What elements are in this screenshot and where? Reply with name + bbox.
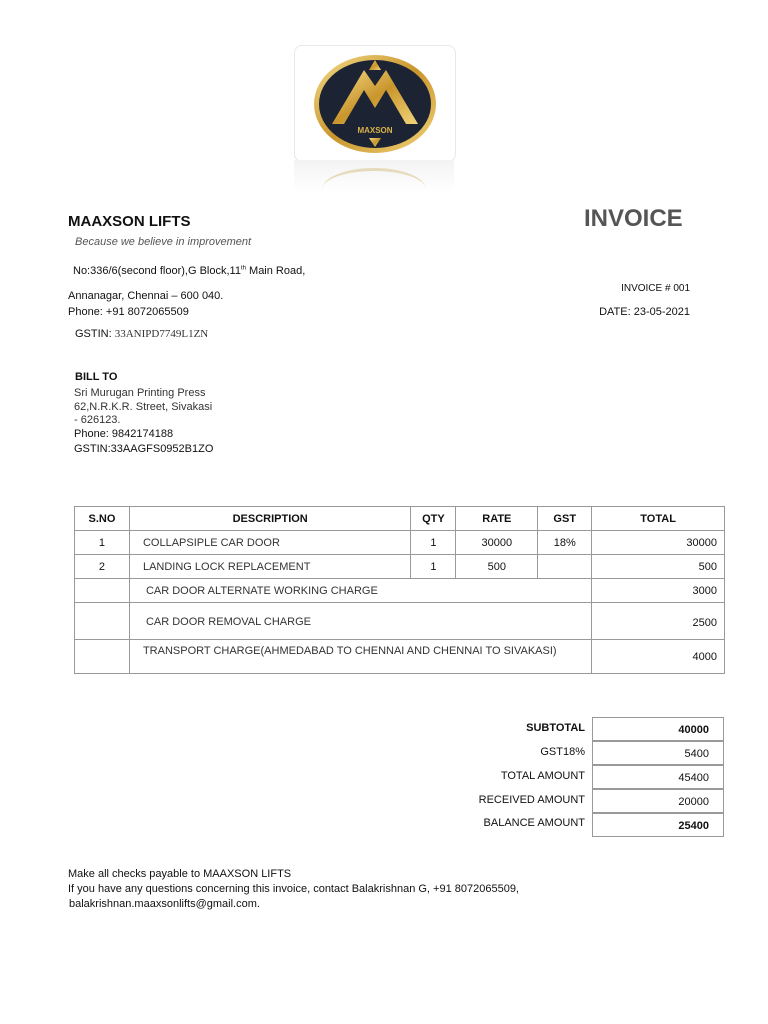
bill-to-street: 62,N.R.K.R. Street, Sivakasi xyxy=(74,401,213,413)
subtotal-value: 40000 xyxy=(592,717,724,741)
bill-to-heading: BILL TO xyxy=(75,371,118,383)
cell-total: 3000 xyxy=(592,579,725,603)
maxson-logo-icon xyxy=(312,52,438,156)
cell-total: 2500 xyxy=(592,603,725,640)
header-description: DESCRIPTION xyxy=(129,507,410,531)
cell-sno xyxy=(75,603,130,640)
total-amount-value: 45400 xyxy=(592,765,724,789)
header-total: TOTAL xyxy=(592,507,725,531)
table-header-row xyxy=(75,507,725,531)
company-address-line2: Annanagar, Chennai – 600 040. xyxy=(68,290,224,302)
cell-gst: 18% xyxy=(538,531,592,555)
cell-sno xyxy=(75,640,130,674)
gst-value: 5400 xyxy=(592,741,724,765)
table-row xyxy=(75,603,725,640)
cell-sno: 2 xyxy=(75,555,130,579)
cell-total: 500 xyxy=(592,555,725,579)
footer-payable-note: Make all checks payable to MAAXSON LIFTS xyxy=(68,868,292,880)
cell-description: TRANSPORT CHARGE(AHMEDABAD TO CHENNAI AND CHENNAI TO SIVAKASI) xyxy=(129,640,591,674)
cell-rate: 500 xyxy=(456,555,538,579)
bill-to-phone: Phone: 9842174188 xyxy=(74,428,174,440)
cell-qty: 1 xyxy=(411,531,456,555)
table-row xyxy=(75,579,725,603)
cell-sno: 1 xyxy=(75,531,130,555)
company-name: MAAXSON LIFTS xyxy=(68,213,191,230)
cell-qty: 1 xyxy=(411,555,456,579)
logo-reflection xyxy=(294,160,454,192)
invoice-items-table xyxy=(74,506,725,674)
table-row xyxy=(75,531,725,555)
company-gstin: GSTIN: 33ANIPD7749L1ZN xyxy=(75,328,209,340)
bill-to-name: Sri Murugan Printing Press xyxy=(74,387,206,399)
footer-contact-note: If you have any questions concerning this invoice, contact Balakrishnan G, +91 8072065509, xyxy=(68,883,519,895)
logo-brand-text: MAXSON xyxy=(357,126,393,135)
table-row xyxy=(75,640,725,674)
header-rate: RATE xyxy=(456,507,538,531)
cell-total: 30000 xyxy=(592,531,725,555)
cell-rate: 30000 xyxy=(456,531,538,555)
cell-description: LANDING LOCK REPLACEMENT xyxy=(129,555,410,579)
cell-description: CAR DOOR REMOVAL CHARGE xyxy=(129,603,591,640)
company-tagline: Because we believe in improvement xyxy=(75,236,252,248)
bill-to-pin: - 626123. xyxy=(74,414,121,426)
received-amount-label: RECEIVED AMOUNT xyxy=(478,794,585,806)
footer-email: balakrishnan.maaxsonlifts@gmail.com. xyxy=(69,898,260,910)
received-amount-value: 20000 xyxy=(592,789,724,813)
company-address-line1: No:336/6(second floor),G Block,11th Main Road, xyxy=(73,265,306,277)
header-sno: S.NO xyxy=(75,507,130,531)
total-amount-label: TOTAL AMOUNT xyxy=(500,770,585,782)
cell-gst xyxy=(538,555,592,579)
header-qty: QTY xyxy=(411,507,456,531)
bill-to-gstin: GSTIN:33AAGFS0952B1ZO xyxy=(74,443,214,455)
invoice-date: DATE: 23-05-2021 xyxy=(599,306,690,318)
balance-amount-label: BALANCE AMOUNT xyxy=(483,817,585,829)
invoice-number: INVOICE # 001 xyxy=(621,283,690,294)
balance-amount-value: 25400 xyxy=(592,813,724,837)
invoice-title: INVOICE xyxy=(584,205,683,232)
subtotal-label: SUBTOTAL xyxy=(526,722,585,734)
cell-description: COLLAPSIPLE CAR DOOR xyxy=(129,531,410,555)
header-gst: GST xyxy=(538,507,592,531)
table-row xyxy=(75,555,725,579)
company-phone: Phone: +91 8072065509 xyxy=(68,306,189,318)
cell-total: 4000 xyxy=(592,640,725,674)
cell-sno xyxy=(75,579,130,603)
gst-label: GST18% xyxy=(540,746,585,758)
cell-description: CAR DOOR ALTERNATE WORKING CHARGE xyxy=(129,579,591,603)
